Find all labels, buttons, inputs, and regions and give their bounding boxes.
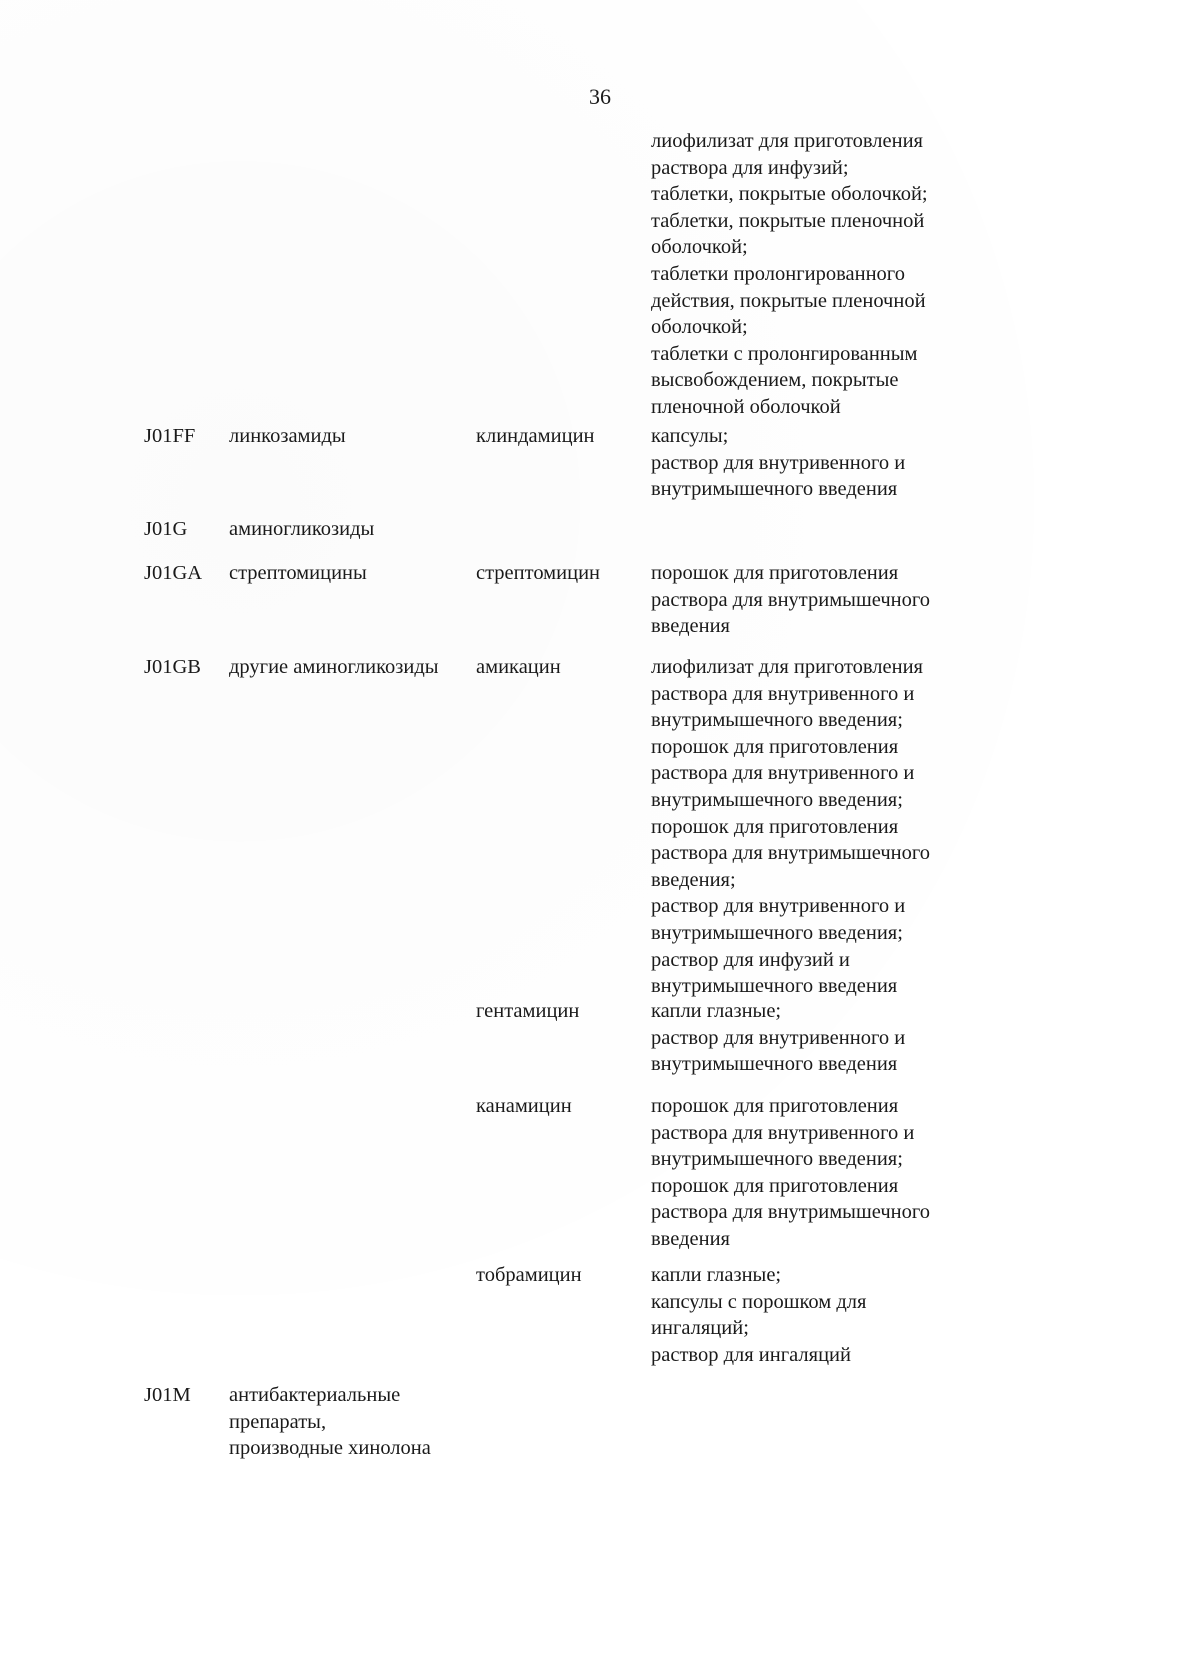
dosage-forms-line: раствора для внутримышечного — [651, 588, 931, 611]
pharmacological-group: линкозамиды — [229, 425, 346, 447]
dosage-forms-line: действия, покрытые пленочной — [651, 289, 926, 312]
dosage-forms-line: введения — [651, 1227, 730, 1250]
atc-code: J01FF — [144, 425, 196, 447]
pharmacological-group-line: антибактериальные — [229, 1384, 401, 1406]
dosage-forms-line: пленочной оболочкой — [651, 395, 841, 418]
drug-name: канамицин — [476, 1095, 572, 1117]
dosage-forms-line: капсулы; — [651, 425, 729, 447]
dosage-forms-line: внутримышечного введения; — [651, 1148, 903, 1171]
pharmacological-group-line: препараты, — [229, 1410, 327, 1433]
dosage-forms — [651, 1262, 866, 1368]
dosage-forms-line: раствор для внутривенного и — [651, 451, 906, 474]
dosage-forms-line: порошок для приготовления — [651, 815, 899, 838]
drug-name: тобрамицин — [476, 1264, 582, 1286]
dosage-forms-line: лиофилизат для приготовления — [651, 656, 923, 678]
dosage-forms-line: высвобождением, покрытые — [651, 369, 899, 392]
dosage-forms-line: оболочкой; — [651, 236, 748, 259]
dosage-forms-line: раствора для внутривенного и — [651, 1121, 915, 1144]
dosage-forms-line: внутримышечного введения; — [651, 921, 903, 944]
dosage-forms-line: раствора для внутримышечного — [651, 1201, 931, 1224]
dosage-forms-line: лиофилизат для приготовления — [651, 130, 923, 152]
dosage-forms-line: раствора для инфузий; — [651, 156, 849, 179]
dosage-forms — [651, 128, 928, 421]
dosage-forms-line: введения — [651, 615, 730, 638]
drug-name: гентамицин — [476, 1000, 580, 1022]
drug-name: стрептомицин — [476, 562, 601, 584]
pharmacological-group: стрептомицины — [229, 562, 367, 584]
dosage-forms — [651, 1093, 930, 1253]
dosage-forms-line: раствора для внутримышечного — [651, 842, 931, 865]
dosage-forms-line: раствор для внутривенного и — [651, 1026, 906, 1049]
dosage-forms-line: раствора для внутривенного и — [651, 682, 915, 705]
page-number: 36 — [589, 84, 611, 109]
dosage-forms-line: капли глазные; — [651, 1000, 782, 1022]
pharmacological-group: аминогликозиды — [229, 518, 375, 540]
dosage-forms — [651, 998, 905, 1078]
pharmacological-group-line: производные хинолона — [229, 1437, 431, 1460]
dosage-forms-line: внутримышечного введения; — [651, 788, 903, 811]
dosage-forms-line: капсулы с порошком для — [651, 1290, 867, 1313]
drug-name: амикацин — [476, 656, 561, 678]
atc-code: J01G — [144, 518, 188, 540]
dosage-forms-line: таблетки с пролонгированным — [651, 342, 918, 365]
dosage-forms-line: таблетки пролонгированного — [651, 262, 905, 285]
dosage-forms-line: внутримышечного введения — [651, 975, 898, 998]
atc-code: J01M — [144, 1384, 191, 1406]
dosage-forms-line: введения; — [651, 868, 736, 891]
pharmacological-group: другие аминогликозиды — [229, 656, 439, 678]
dosage-forms-line: раствора для внутривенного и — [651, 762, 915, 785]
dosage-forms-line: оболочкой; — [651, 316, 748, 339]
drug-name: клиндамицин — [476, 425, 595, 447]
dosage-forms-line: порошок для приготовления — [651, 1174, 899, 1197]
dosage-forms-line: внутримышечного введения; — [651, 709, 903, 732]
dosage-forms-line: порошок для приготовления — [651, 562, 899, 584]
dosage-forms — [651, 560, 930, 640]
dosage-forms-line: ингаляций; — [651, 1317, 749, 1340]
dosage-forms-line: внутримышечного введения — [651, 1053, 898, 1076]
dosage-forms-line: раствор для внутривенного и — [651, 895, 906, 918]
atc-code: J01GA — [144, 562, 203, 584]
dosage-forms-line: внутримышечного введения — [651, 478, 898, 501]
dosage-forms — [651, 654, 930, 1000]
dosage-forms-line: таблетки, покрытые оболочкой; — [651, 183, 928, 206]
dosage-forms-line: таблетки, покрытые пленочной — [651, 209, 925, 232]
dosage-forms-line: раствор для инфузий и — [651, 948, 850, 971]
atc-code: J01GB — [144, 656, 201, 678]
dosage-forms-line: порошок для приготовления — [651, 1095, 899, 1117]
dosage-forms-line: порошок для приготовления — [651, 735, 899, 758]
pharmacological-group — [229, 1382, 431, 1462]
dosage-forms-line: раствор для ингаляций — [651, 1343, 851, 1366]
dosage-forms — [651, 423, 905, 503]
dosage-forms-line: капли глазные; — [651, 1264, 782, 1286]
